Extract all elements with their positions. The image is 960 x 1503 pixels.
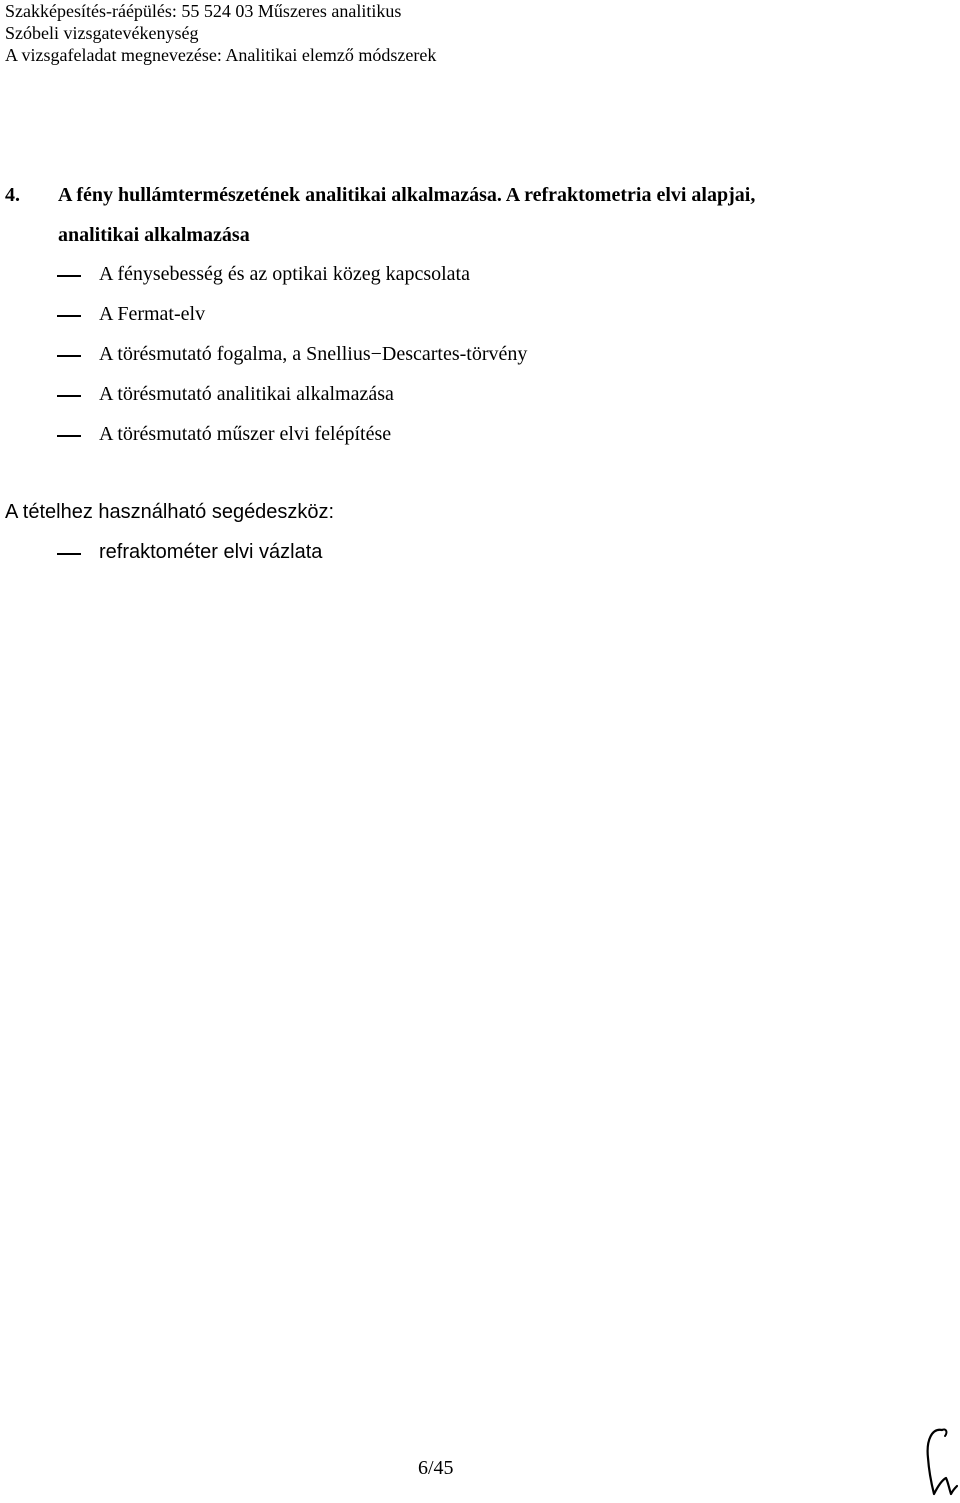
list-item-text: A törésmutató analitikai alkalmazása — [99, 383, 394, 405]
document-header — [5, 0, 436, 66]
list-item — [57, 380, 527, 420]
topic-title-line2: analitikai alkalmazása — [58, 224, 250, 246]
aids-label: A tételhez használható segédeszköz: — [5, 501, 335, 523]
qualification-line: Szakképesítés-ráépülés: 55 524 03 Műszeres analitikus — [5, 1, 402, 21]
list-item — [57, 538, 322, 578]
dash-bullet-icon — [57, 315, 81, 317]
exam-task-line: A vizsgafeladat megnevezése: Analitikai elemző módszerek — [5, 45, 437, 65]
dash-bullet-icon — [57, 355, 81, 357]
list-item-text: A törésmutató műszer elvi felépítése — [99, 423, 392, 445]
dash-bullet-icon — [57, 275, 81, 277]
list-item — [57, 260, 527, 300]
dash-bullet-icon — [57, 435, 81, 437]
dash-bullet-icon — [57, 553, 81, 555]
list-item-text: A Fermat-elv — [99, 303, 206, 325]
topic-title-line1: A fény hullámtermészetének analitikai alkalmazása. A refraktometria elvi alapjai, — [58, 184, 756, 206]
dash-bullet-icon — [57, 395, 81, 397]
aid-item-text: refraktométer elvi vázlata — [99, 541, 323, 563]
list-item-text: A törésmutató fogalma, a Snellius−Descartes-törvény — [99, 343, 528, 365]
topic-number: 4. — [5, 184, 20, 206]
list-item — [57, 420, 527, 460]
signature-icon — [918, 1420, 958, 1500]
list-item-text: A fénysebesség és az optikai közeg kapcsolata — [99, 263, 470, 285]
list-item — [57, 300, 527, 340]
topic-heading — [5, 181, 905, 250]
aids-list — [57, 538, 322, 578]
list-item — [57, 340, 527, 380]
topic-item-list — [57, 260, 527, 460]
page-number: 6/45 — [418, 1457, 454, 1479]
exam-activity-line: Szóbeli vizsgatevékenység — [5, 23, 199, 43]
